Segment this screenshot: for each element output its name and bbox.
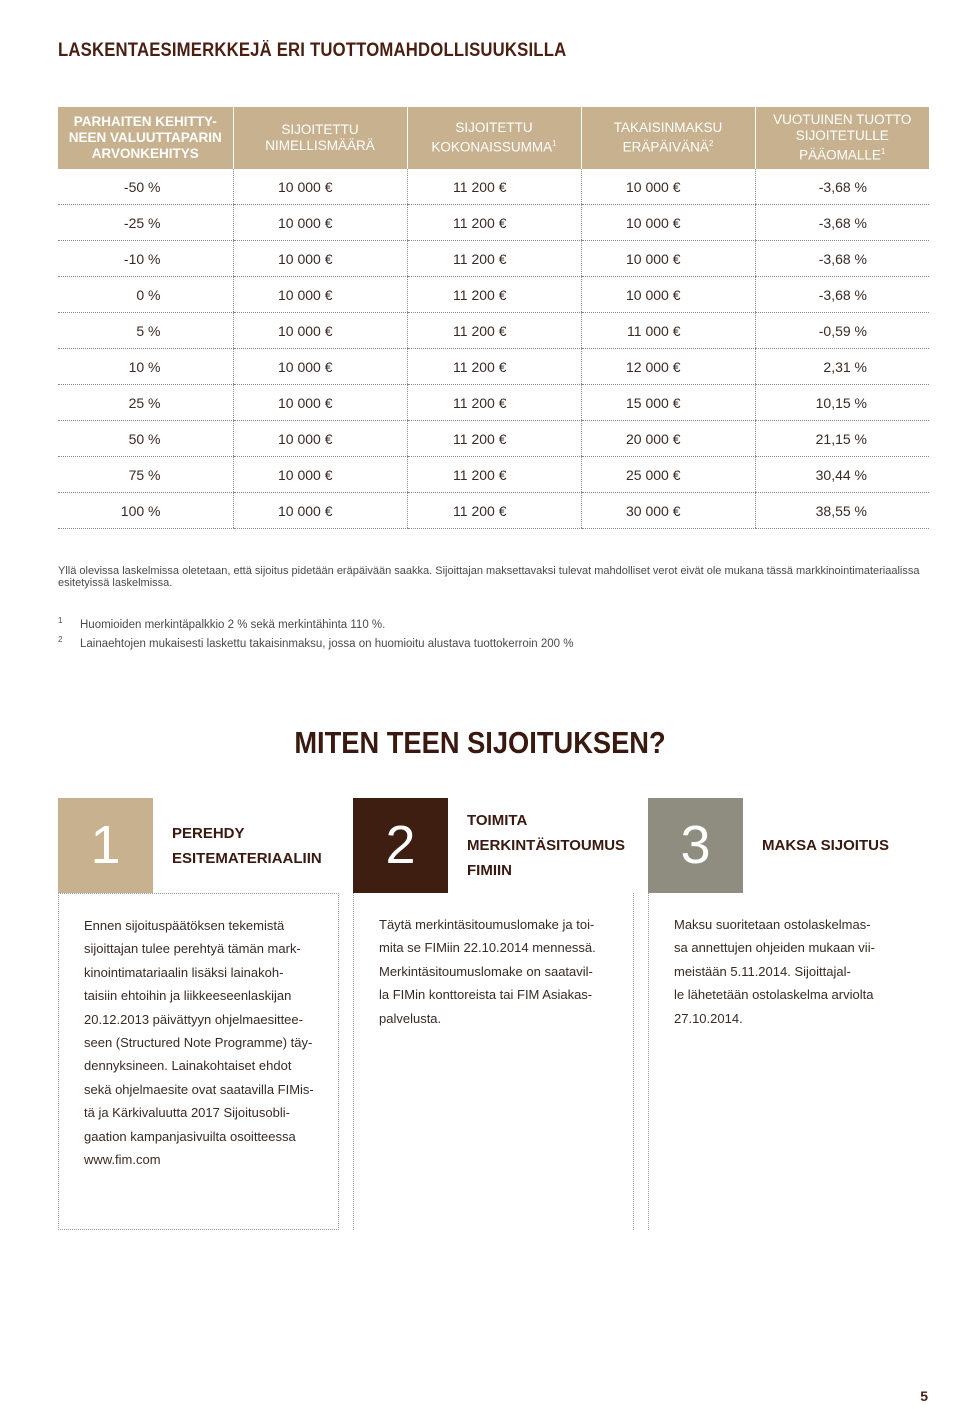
step-text-line: palvelusta. — [379, 1010, 442, 1026]
table-cell: -25 % — [58, 205, 233, 241]
step-text-line: kinointimatariaalin lisäksi lainakoh- — [84, 964, 284, 980]
table-cell: 20 000 € — [581, 421, 755, 457]
column-header-line: PÄÄOMALLE — [799, 147, 881, 163]
table-cell: 30 000 € — [581, 493, 755, 529]
step-label: TOIMITA MERKINTÄSITOUMUS FIMIIN — [467, 812, 626, 879]
table-cell: 11 200 € — [407, 493, 581, 529]
column-header-line: VUOTUINEN TUOTTO — [773, 112, 912, 128]
step-text-line: gaation kampanjasivuilta osoitteessa — [84, 1128, 296, 1144]
table-row — [58, 421, 929, 457]
footnote-1 — [58, 616, 386, 631]
step-text-line: seen (Structured Note Programme) täy- — [84, 1035, 313, 1051]
step-text-line: 20.12.2013 päivättyyn ohjelmaesittee- — [84, 1011, 303, 1027]
table-row — [58, 169, 929, 205]
table-cell: 11 200 € — [407, 349, 581, 385]
footnote-mark: 2 — [58, 635, 63, 644]
return-examples-table — [58, 107, 929, 529]
table-cell: 10 000 € — [581, 277, 755, 313]
step-text-line: le lähetetään ostolaskelma arviolta — [674, 987, 874, 1003]
table-cell: 100 % — [58, 493, 233, 529]
table-row — [58, 241, 929, 277]
table-cell: -10 % — [58, 241, 233, 277]
table-cell: -3,68 % — [755, 277, 929, 313]
column-header — [58, 107, 233, 169]
table-cell: 10 000 € — [233, 169, 407, 205]
column-header — [581, 107, 755, 169]
column-header-line: SIJOITETTU — [281, 122, 359, 137]
step-2-header — [353, 798, 634, 893]
table-cell: 10 000 € — [233, 457, 407, 493]
footnote-mark: 1 — [58, 616, 63, 625]
column-header — [233, 107, 407, 169]
table-cell: 10 000 € — [233, 493, 407, 529]
table-cell: -50 % — [58, 169, 233, 205]
table-cell: 25 % — [58, 385, 233, 421]
column-header-line: ERÄPÄIVÄNÄ — [622, 139, 709, 155]
column-header — [407, 107, 581, 169]
step-number: 1 — [58, 798, 153, 893]
table-cell: 10 000 € — [233, 241, 407, 277]
how-to-invest-title: MITEN TEEN SIJOITUKSEN? — [294, 725, 666, 760]
column-header-line: NEEN VALUUTTAPARIN — [68, 130, 222, 145]
column-header-line: NIMELLISMÄÄRÄ — [265, 138, 375, 153]
step-text-line: sa annettujen ohjeiden mukaan vii- — [674, 940, 875, 956]
column-header-line: SIJOITETTU — [455, 120, 533, 136]
table-cell: 11 200 € — [407, 205, 581, 241]
table-cell: 10 000 € — [581, 169, 755, 205]
table-row — [58, 205, 929, 241]
table-cell: 11 000 € — [581, 313, 755, 349]
step-3-description — [648, 893, 929, 1230]
table-cell: -3,68 % — [755, 169, 929, 205]
step-text-line: Merkintäsitoumuslomake on saatavil- — [379, 963, 593, 979]
table-header-row — [58, 107, 929, 169]
table-cell: 11 200 € — [407, 421, 581, 457]
table-cell: 11 200 € — [407, 313, 581, 349]
table-cell: 25 000 € — [581, 457, 755, 493]
table-cell: -0,59 % — [755, 313, 929, 349]
table-cell: 11 200 € — [407, 241, 581, 277]
table-cell: 10 000 € — [233, 385, 407, 421]
footnote-text: Huomioiden merkintäpalkkio 2 % sekä merkintähinta 110 %. — [80, 619, 386, 631]
table-cell: 30,44 % — [755, 457, 929, 493]
step-text-line: mita se FIMiin 22.10.2014 mennessä. — [379, 940, 596, 956]
table-cell: 11 200 € — [407, 385, 581, 421]
step-text-line: tä ja Kärkivaluutta 2017 Sijoitusobli- — [84, 1105, 290, 1121]
table-cell: 11 200 € — [407, 169, 581, 205]
footnote-2 — [58, 635, 574, 650]
step-text-line: Ennen sijoituspäätöksen tekemistä — [84, 918, 285, 933]
table-cell: 10 000 € — [581, 241, 755, 277]
footnote-ref: 1 — [880, 147, 886, 157]
table-cell: 21,15 % — [755, 421, 929, 457]
step-text-line: www.fim.com — [84, 1152, 161, 1168]
step-text-line: dennyksineen. Lainakohtaiset ehdot — [84, 1058, 292, 1074]
step-1-header — [58, 798, 339, 893]
table-cell: -3,68 % — [755, 241, 929, 277]
table-cell: 2,31 % — [755, 349, 929, 385]
table-row — [58, 493, 929, 529]
footnote-ref: 1 — [552, 139, 557, 149]
column-header-line: KOKONAISSUMMA — [431, 139, 553, 155]
step-text-line: Maksu suoritetaan ostolaskelmas- — [674, 917, 871, 932]
step-text-line: taisiin ehtoihin ja liikkeeseenlaskijan — [84, 988, 292, 1004]
step-text-line: Täytä merkintäsitoumuslomake ja toi- — [379, 917, 595, 932]
table-cell: 5 % — [58, 313, 233, 349]
table-cell: -3,68 % — [755, 205, 929, 241]
step-2-description — [353, 893, 634, 1230]
calculation-note: Yllä olevissa laskelmissa oletetaan, että sijoitus pidetään eräpäivään saakka. Sijoittajan maksettavaksi tulevat mahdolliset verot eivät ole mukana tässä markkinointimateriaalissa esitetyissä laskelmissa. — [58, 565, 920, 589]
step-text-line: 27.10.2014. — [674, 1010, 743, 1026]
step-text-line: sekä ohjelmaesite ovat saatavilla FIMis- — [84, 1081, 314, 1097]
step-label: MAKSA SIJOITUS — [762, 837, 889, 854]
table-cell: 75 % — [58, 457, 233, 493]
table-cell: 38,55 % — [755, 493, 929, 529]
table-row — [58, 313, 929, 349]
column-header-line: TAKAISINMAKSU — [613, 120, 723, 136]
table-row — [58, 277, 929, 313]
table-cell: 10 000 € — [581, 205, 755, 241]
table-row — [58, 385, 929, 421]
step-text-line: sijoittajan tulee perehtyä tämän mark- — [84, 941, 301, 957]
table-cell: 11 200 € — [407, 457, 581, 493]
step-label: PEREHDY ESITEMATERIAALIIN — [172, 824, 322, 867]
table-cell: 10 % — [58, 349, 233, 385]
page-number: 5 — [920, 1388, 928, 1404]
table-cell: 10 000 € — [233, 205, 407, 241]
table-cell: 10 000 € — [233, 313, 407, 349]
table-cell: 10,15 % — [755, 385, 929, 421]
table-cell: 11 200 € — [407, 277, 581, 313]
column-header-line: ARVONKEHITYS — [91, 146, 199, 161]
table-cell: 0 % — [58, 277, 233, 313]
step-1-description — [58, 893, 339, 1230]
page-title: LASKENTAESIMERKKEJÄ ERI TUOTTOMAHDOLLISUUKSILLA — [58, 40, 567, 61]
table-cell: 15 000 € — [581, 385, 755, 421]
table-cell: 12 000 € — [581, 349, 755, 385]
step-3-header — [648, 798, 929, 893]
table-cell: 50 % — [58, 421, 233, 457]
column-header-line: SIJOITETULLE — [795, 128, 889, 144]
column-header-line: PARHAITEN KEHITTY- — [73, 114, 217, 129]
step-text-line: la FIMin konttoreista tai FIM Asiakas- — [379, 987, 593, 1003]
table-cell: 10 000 € — [233, 421, 407, 457]
step-number: 3 — [648, 798, 743, 893]
table-row — [58, 349, 929, 385]
table-cell: 10 000 € — [233, 277, 407, 313]
table-row — [58, 457, 929, 493]
step-text-line: meistään 5.11.2014. Sijoittajal- — [674, 963, 851, 979]
step-number: 2 — [353, 798, 448, 893]
column-header — [755, 107, 929, 169]
table-cell: 10 000 € — [233, 349, 407, 385]
footnote-text: Lainaehtojen mukaisesti laskettu takaisinmaksu, jossa on huomioitu alustava tuottokerroin 200 % — [80, 638, 574, 650]
footnote-ref: 2 — [708, 139, 714, 149]
